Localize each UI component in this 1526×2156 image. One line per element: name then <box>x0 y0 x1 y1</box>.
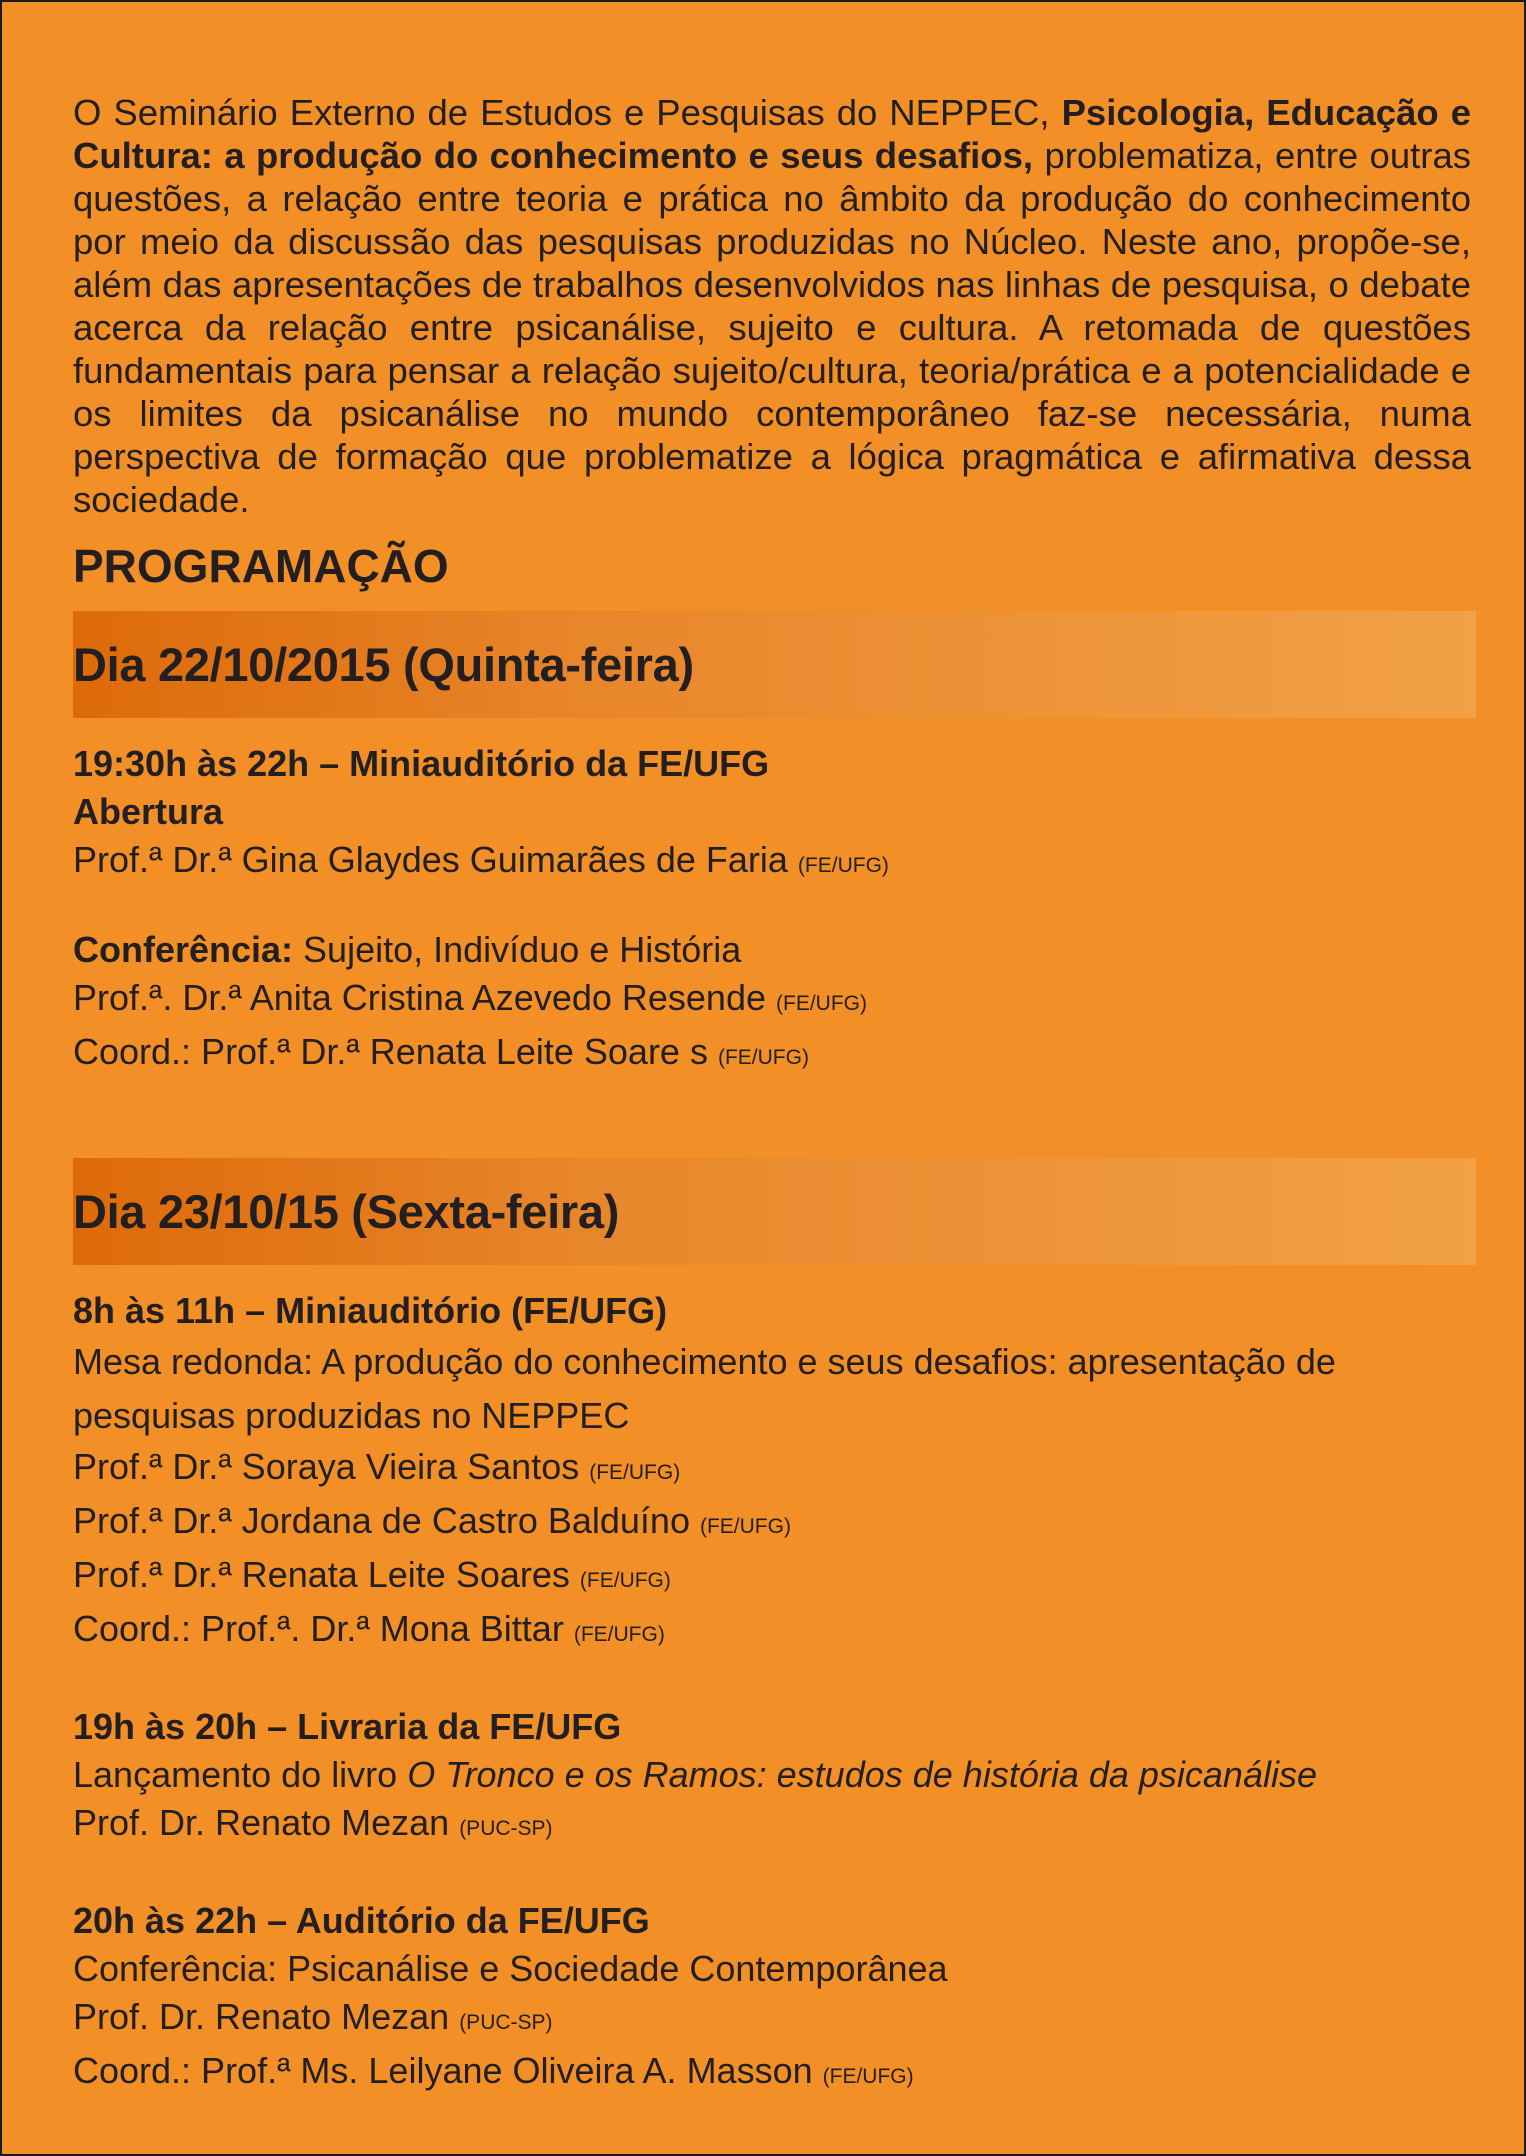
day1-band <box>73 611 1476 718</box>
day2-session1-speaker-name: Prof.ª Dr.ª Soraya Vieira Santos <box>73 1446 590 1487</box>
day2-session3-time: 20h às 22h – Auditório da FE/UFG <box>73 1900 650 1941</box>
day2-session2-speaker: Prof. Dr. Renato Mezan <box>73 1802 460 1843</box>
day2-title: Dia 23/10/15 (Sexta-feira) <box>73 1185 620 1238</box>
program-heading: PROGRAMAÇÃO <box>73 540 449 592</box>
flyer-content <box>73 91 1471 2101</box>
day1-session2-speaker-inst: (FE/UFG) <box>776 992 867 1015</box>
day1-session2-coord-inst: (FE/UFG) <box>717 1046 809 1069</box>
intro-part2: problematiza, entre outras questões, a relação entre teoria e prática no âmbito da produção do conhecimento por meio da discussão das pesquisas produzidas no Núcleo. Neste ano, propõe-se, além das apresentações de trabalhos desenvolvidos nas linhas de pesquisa, o debate acerca da relação entre psicanálise, sujeito e cultura. A retomada de questões fundamentais para pensar a relação sujeito/cultura, teoria/prática e a potencialidade e os limites da psicanálise no mundo contemporâneo faz-se necessária, numa perspectiva de formação que problematize a lógica pragmática e afirmativa dessa sociedade. <box>73 135 1471 520</box>
day2-band <box>73 1158 1476 1265</box>
day1-title: Dia 22/10/2015 (Quinta-feira) <box>73 638 694 691</box>
day2-session1-speaker-name: Prof.ª Dr.ª Renata Leite Soares <box>73 1554 580 1595</box>
day1-session1-time: 19:30h às 22h – Miniauditório da FE/UFG <box>73 743 770 784</box>
day1-session2-topic-line <box>73 926 1471 974</box>
day2-session1-speaker-name: Prof.ª Dr.ª Jordana de Castro Balduíno <box>73 1500 700 1541</box>
day1-session1-speaker-inst: (FE/UFG) <box>797 854 889 877</box>
day2-session3-speaker-line <box>73 1993 1471 2047</box>
day2-session3-coord: Coord.: Prof.ª Ms. Leilyane Oliveira A. Masson <box>73 2050 823 2091</box>
day2-session1-speaker-line <box>73 1551 1471 1605</box>
day1-session2-speaker-line <box>73 974 1471 1028</box>
day2-session2-speaker-inst: (PUC-SP) <box>459 1817 553 1840</box>
day2-session2-desc-line <box>73 1751 1471 1799</box>
day1-session1-speaker-line <box>73 836 1471 890</box>
day2-session1-speaker-inst: (FE/UFG) <box>699 1515 791 1538</box>
day1-session1-speaker: Prof.ª Dr.ª Gina Glaydes Guimarães de Faria <box>73 839 798 880</box>
day1-session1 <box>73 740 1471 890</box>
day2-session1-coord-inst: (FE/UFG) <box>573 1623 665 1646</box>
day1-session2-speaker: Prof.ª. Dr.ª Anita Cristina Azevedo Resende <box>73 977 777 1018</box>
day2-session1-time: 8h às 11h – Miniauditório (FE/UFG) <box>73 1290 668 1331</box>
day2-session1-coord: Coord.: Prof.ª. Dr.ª Mona Bittar <box>73 1608 574 1649</box>
day2-session3-desc: Conferência: Psicanálise e Sociedade Contemporânea <box>73 1948 948 1989</box>
day2-session3-speaker: Prof. Dr. Renato Mezan <box>73 1996 460 2037</box>
day2-session1-speaker-inst: (FE/UFG) <box>589 1461 681 1484</box>
day1-session2-coord-line <box>73 1028 1471 1082</box>
day1-session2 <box>73 926 1471 1082</box>
intro-paragraph <box>73 91 1471 521</box>
day2-session3-coord-line <box>73 2047 1471 2101</box>
day2-session3-coord-inst: (FE/UFG) <box>822 2065 914 2088</box>
day2-session2-desc-prefix: Lançamento do livro <box>73 1754 408 1795</box>
day2-session1-speaker-line <box>73 1497 1471 1551</box>
day2-session2 <box>73 1703 1471 1853</box>
day2-session1-speaker-inst: (FE/UFG) <box>579 1569 671 1592</box>
day2-session2-speaker-line <box>73 1799 1471 1853</box>
day2-session1-speaker-line <box>73 1443 1471 1497</box>
day2-session2-time: 19h às 20h – Livraria da FE/UFG <box>73 1706 622 1747</box>
day2-session1 <box>73 1287 1471 1659</box>
intro-part1: O Seminário Externo de Estudos e Pesquisas do NEPPEC, <box>73 92 1062 133</box>
seminar-title: Psicologia, Educação e Cultura: a produção do conhecimento e seus desafios, <box>73 92 1471 176</box>
day2-session1-coord-line <box>73 1605 1471 1659</box>
day1-session2-topic: Sujeito, Indivíduo e História <box>293 929 742 970</box>
day2-session1-desc: Mesa redonda: A produção do conhecimento e seus desafios: apresentação de pesquisas produzidas no NEPPEC <box>73 1341 1336 1436</box>
day2-session2-book-title: O Tronco e os Ramos: estudos de história da psicanálise <box>407 1754 1317 1795</box>
day2-session3-speaker-inst: (PUC-SP) <box>459 2011 553 2034</box>
day1-session2-label: Conferência: <box>73 929 294 970</box>
day1-session1-label: Abertura <box>73 791 224 832</box>
day2-session3 <box>73 1897 1471 2101</box>
day1-session2-coord: Coord.: Prof.ª Dr.ª Renata Leite Soare s <box>73 1031 718 1072</box>
